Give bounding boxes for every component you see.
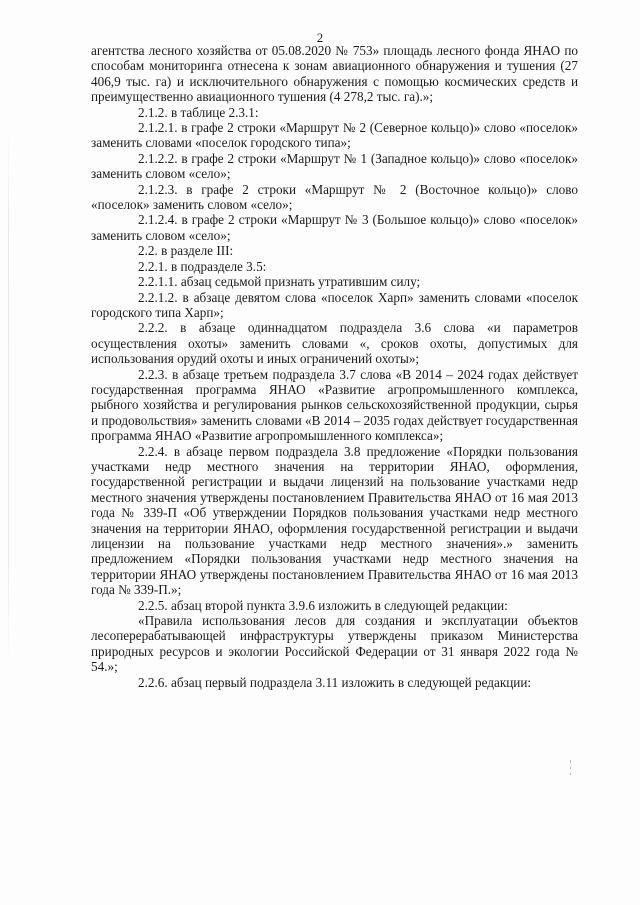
scan-speck <box>570 773 571 775</box>
paragraph: 2.1.2.3. в графе 2 строки «Маршрут № 2 (Восточное кольцо)» слово «поселок» заменить словом «село»; <box>91 181 578 213</box>
paragraph: «Правила использования лесов для создания и эксплуатации объектов лесоперерабатывающей инфраструктуры утверждены приказом Министерства природных ресурсов и экологии Российской Федерации от 31 января 2022 года № 54.»; <box>91 613 578 675</box>
paragraph: 2.2.1.2. в абзаце девятом слова «поселок Харп» заменить словами «поселок городского типа Харп»; <box>91 289 578 320</box>
paragraph: 2.2.2. в абзаце одиннадцатом подраздела 3.6 слова «и параметров осуществления охоты» заменить словами «, сроков охоты, допустимых для использования орудий охоты и иных ограничений охоты»; <box>91 320 578 367</box>
paragraph: 2.2.1.1. абзац седьмой признать утратившим силу; <box>138 274 421 290</box>
scan-speck <box>570 760 571 763</box>
paragraph: 2.1.2.4. в графе 2 строки «Маршрут № 3 (Большое кольцо)» слово «поселок» заменить словом «село»; <box>91 212 578 243</box>
page-number: 2 <box>316 30 324 45</box>
paragraph: агентства лесного хозяйства от 05.08.2020 № 753» площадь лесного фонда ЯНАО по способам мониторинга отнесена к зонам авиационного обнаружения и тушения (27 406,9 тыс. га) и исключительного обнаружения с помощью космических средств и преимущественно авиационного тушения (4 278,2 тыс. га).»; <box>91 43 578 105</box>
paragraph: 2.1.2.1. в графе 2 строки «Маршрут № 2 (Северное кольцо)» слово «поселок» заменить словами «поселок городского типа»; <box>91 120 578 151</box>
paragraph: 2.2.4. в абзаце первом подраздела 3.8 предложение «Порядки пользования участками недр местного значения на территории ЯНАО, оформления, государственной регистрации и выдачи лицензий на пользование участками недр местного значения утверждены постановлением Правительства ЯНАО от 16 мая 2013 года № 339-П «Об утверждении Порядков пользования участками недр местного значения на территории ЯНАО, оформления государственной регистрации и выдачи лицензии на пользование участками недр местного значения».» заменить предложением «Порядки пользования участками недр местного значения на территории ЯНАО утверждены постановлением Правительства ЯНАО от 16 мая 2013 года № 339-П.»; <box>91 443 578 598</box>
scan-edge-line <box>8 120 9 680</box>
paragraph: 2.2.3. в абзаце третьем подраздела 3.7 слова «В 2014 – 2024 годах действует государственная программа ЯНАО «Развитие агропромышленного комплекса, рыбного хозяйства и регулирования рынков сельскохозяйственной продукции, сырья и продовольствия» заменить словами «В 2014 – 2035 годах действует государственная программа ЯНАО «Развитие агропромышленного комплекса»; <box>91 366 578 444</box>
paragraph: 2.2. в разделе III: <box>138 243 234 259</box>
paragraph: 2.2.5. абзац второй пункта 3.9.6 изложить в следующей редакции: <box>138 597 508 613</box>
paragraph: 2.1.2. в таблице 2.3.1: <box>138 104 259 120</box>
document-body <box>91 43 578 690</box>
paragraph: 2.2.6. абзац первый подраздела 3.11 изложить в следующей редакции: <box>138 674 532 690</box>
paragraph: 2.2.1. в подразделе 3.5: <box>138 258 267 274</box>
scan-speck <box>570 767 571 769</box>
paragraph: 2.1.2.2. в графе 2 строки «Маршрут № 1 (Западное кольцо)» слово «поселок» заменить словом «село»; <box>91 150 578 182</box>
